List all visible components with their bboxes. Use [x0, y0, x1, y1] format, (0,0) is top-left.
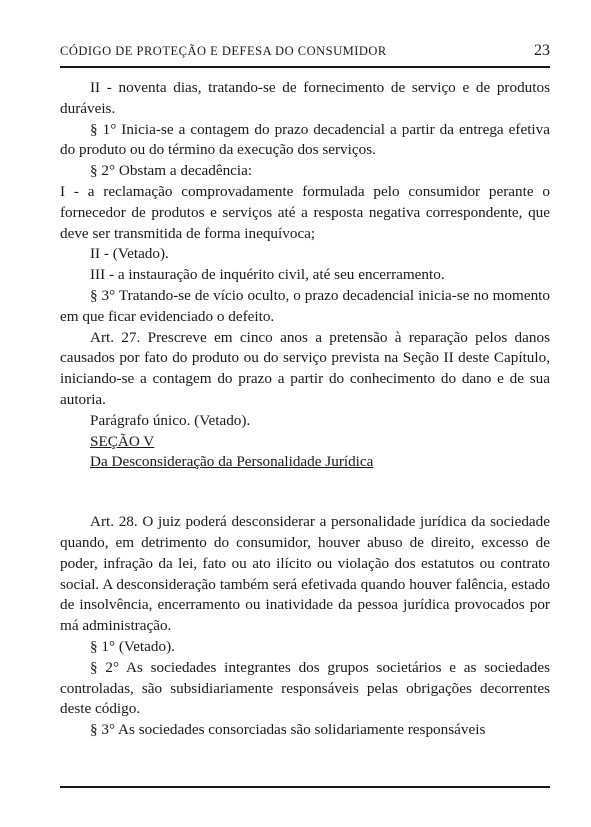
- paragraph-art-27: Art. 27. Prescreve em cinco anos a pretensão à reparação pelos danos causados por fato do produto ou do serviço prevista na Seção II deste Capítulo, iniciando-se a contagem do prazo a partir do conhecimento do dano e de sua autoria.: [60, 328, 550, 408]
- paragraph-inciso-ii: II - noventa dias, tratando-se de fornecimento de serviço e de produtos duráveis.: [60, 79, 550, 117]
- paragraph-inciso-i: I - a reclamação comprovadamente formulada pelo consumidor perante o fornecedor de produtos e serviços até a resposta negativa correspondente, que deve ser transmitida de forma inequívoca;: [60, 182, 550, 242]
- header-rule: [60, 66, 550, 68]
- paragraph-inciso-ii-vetado: II - (Vetado).: [90, 245, 169, 263]
- paragraph-art-28-par-3: § 3° As sociedades consorciadas são solidariamente responsáveis: [90, 721, 486, 739]
- page-body: [60, 78, 550, 741]
- paragraph-art-28-par-1: § 1° (Vetado).: [90, 637, 175, 655]
- running-header: [60, 42, 550, 64]
- paragraph-art-27-unico: Parágrafo único. (Vetado).: [90, 411, 251, 429]
- section-title: Da Desconsideração da Personalidade Jurídica: [90, 453, 374, 471]
- paragraph-par-3: § 3° Tratando-se de vício oculto, o prazo decadencial inicia-se no momento em que ficar evidenciado o defeito.: [60, 286, 550, 325]
- paragraph-par-2: § 2° Obstam a decadência:: [90, 162, 253, 180]
- paragraph-par-1: § 1° Inicia-se a contagem do prazo decadencial a partir da entrega efetiva do produto ou do término da execução dos serviços.: [60, 120, 550, 159]
- section-label: SEÇÃO V: [90, 432, 155, 450]
- page-number: 23: [534, 42, 550, 59]
- running-header-title: CÓDIGO DE PROTEÇÃO E DEFESA DO CONSUMIDOR: [60, 44, 387, 58]
- paragraph-inciso-iii: III - a instauração de inquérito civil, até seu encerramento.: [90, 266, 445, 284]
- section-spacer: [60, 473, 550, 512]
- paragraph-art-28: Art. 28. O juiz poderá desconsiderar a personalidade jurídica da sociedade quando, em detrimento do consumidor, houver abuso de direito, excesso de poder, infração da lei, fato ou ato ilícito ou violação dos estatutos ou contrato social. A desconsideração também será efetivada quando houver falência, estado de insolvência, encerramento ou inatividade da pessoa jurídica provocados por má administração.: [60, 513, 550, 635]
- paragraph-art-28-par-2: § 2° As sociedades integrantes dos grupos societários e as sociedades controladas, são subsidiariamente responsáveis pelas obrigações decorrentes deste código.: [60, 658, 550, 718]
- footer-rule: [60, 786, 550, 788]
